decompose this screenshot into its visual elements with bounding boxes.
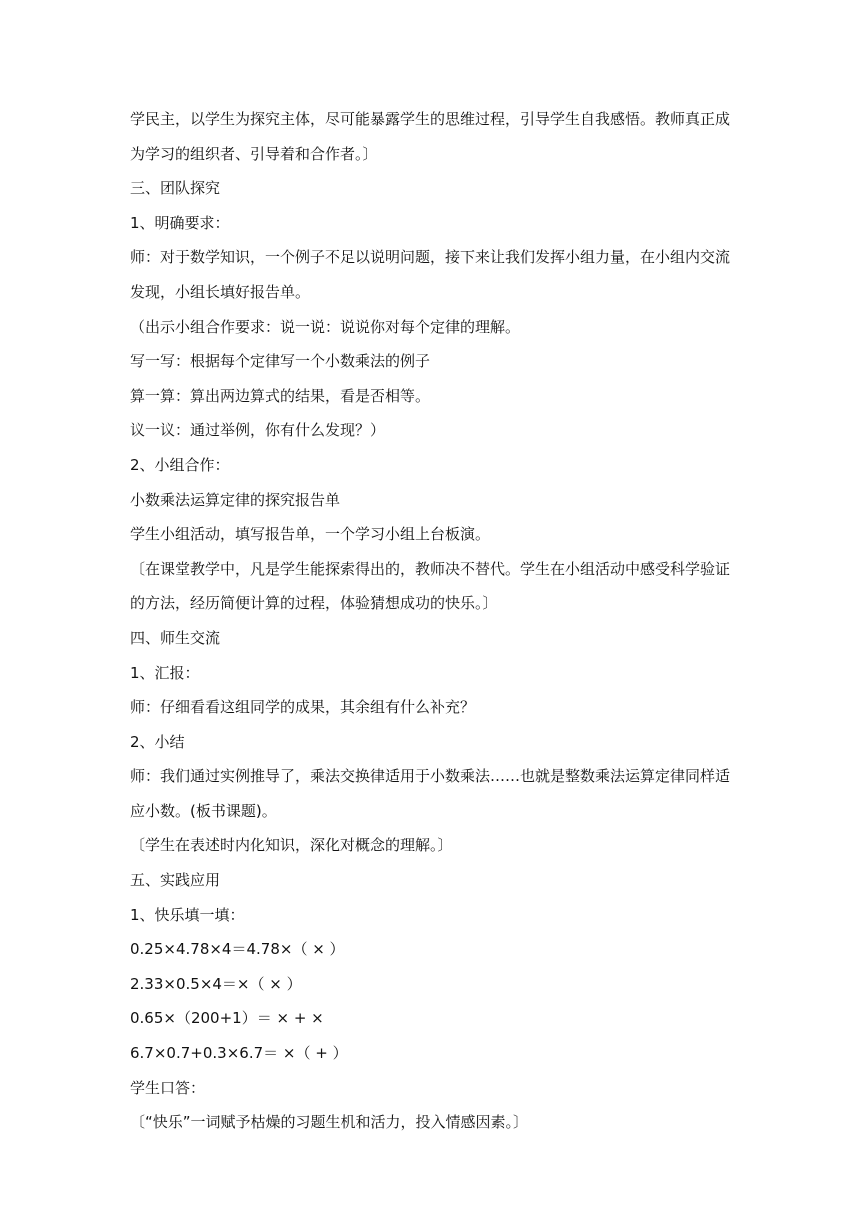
paragraph-line: 师：对于数学知识，一个例子不足以说明问题，接下来让我们发挥小组力量，在小组内交流	[130, 248, 731, 267]
paragraph-line: 为学习的组织者、引导着和合作者。〕	[130, 144, 378, 163]
paragraph-line: 学生小组活动，填写报告单，一个学习小组上台板演。	[130, 525, 491, 544]
paragraph-line: 〔在课堂教学中，凡是学生能探索得出的，教师决不替代。学生在小组活动中感受科学验证	[130, 559, 731, 578]
paragraph-line: 应小数。(板书课题)。	[130, 801, 277, 820]
paragraph-line: 小数乘法运算定律的探究报告单	[130, 490, 341, 509]
math-exercise: 6.7×0.7+0.3×6.7＝ ×（ + ）	[130, 1044, 348, 1063]
section-heading: 四、师生交流	[130, 628, 221, 647]
paragraph-line: 写一写：根据每个定律写一个小数乘法的例子	[130, 352, 431, 371]
section-heading: 五、实践应用	[130, 871, 221, 890]
sub-heading: 1、明确要求：	[130, 213, 230, 232]
sub-heading: 2、小组合作：	[130, 455, 230, 474]
paragraph-line: （出示小组合作要求：说一说：说说你对每个定律的理解。	[130, 317, 521, 336]
paragraph-line: 的方法，经历简便计算的过程，体验猜想成功的快乐。〕	[130, 594, 498, 613]
sub-heading: 2、小结	[130, 732, 185, 751]
paragraph-line: 师：我们通过实例推导了，乘法交换律适用于小数乘法……也就是整数乘法运算定律同样适	[130, 767, 731, 786]
section-heading: 三、团队探究	[130, 179, 221, 198]
math-exercise: 0.25×4.78×4＝4.78×（ × ）	[130, 940, 345, 959]
document-body	[130, 102, 732, 1140]
paragraph-line: 学民主，以学生为探究主体，尽可能暴露学生的思维过程，引导学生自我感悟。教师真正成	[130, 110, 731, 128]
math-exercise: 2.33×0.5×4＝×（ × ）	[130, 974, 302, 993]
paragraph-line: 〔学生在表述时内化知识，深化对概念的理解。〕	[130, 836, 453, 855]
paragraph-line: 议一议：通过举例，你有什么发现？）	[130, 421, 386, 440]
paragraph-line: 师：仔细看看这组同学的成果，其余组有什么补充？	[130, 698, 476, 717]
paragraph-line: 算一算：算出两边算式的结果，看是否相等。	[130, 386, 431, 405]
paragraph-line: 发现，小组长填好报告单。	[130, 282, 311, 301]
sub-heading: 1、快乐填一填：	[130, 905, 245, 924]
sub-heading: 1、汇报：	[130, 663, 200, 682]
paragraph-line: 〔“快乐”一词赋予枯燥的习题生机和活力，投入情感因素。〕	[130, 1113, 529, 1132]
paragraph-line: 学生口答：	[130, 1078, 206, 1097]
math-exercise: 0.65×（200+1）＝ × + ×	[130, 1009, 324, 1028]
